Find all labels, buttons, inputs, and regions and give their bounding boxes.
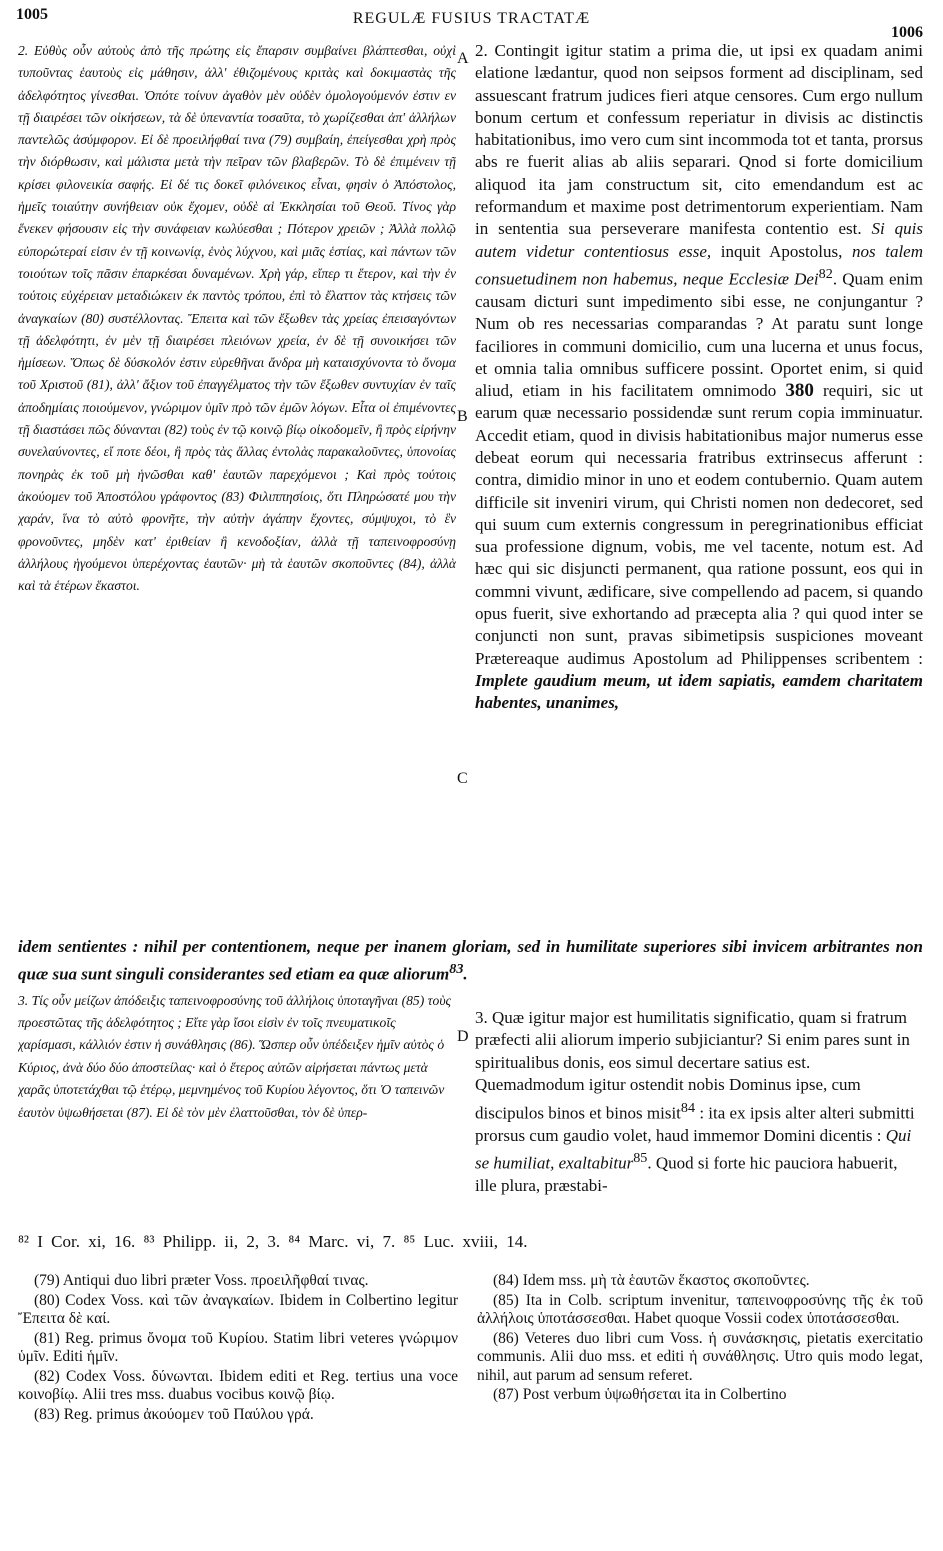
edition-page-number: 380 — [785, 380, 814, 402]
footnote-83: (83) Reg. primus ἀκούομεν τοῦ Παύλου γρά. — [34, 1405, 314, 1423]
greek-paragraph-3: 3. Τίς οὖν μείζων ἀπόδειξις ταπεινοφροσύνης τοῦ ἀλλήλοις ὑποταγῆναι (85) τοὺς προεστῶτας τῆς ἀδελφότητος ; Εἴτε γὰρ ἴσοι εἰσὶν ἐν τοῖς πνευματικοῖς χαρίσμασι, κάλλιόν ἐστιν ἡ συνάθλησις (86). Ὥσπερ οὖν ὑπέδειξεν ἡμῖν αὐτὸς ὁ Κύριος, ἀνὰ δύο δύο ἀποστείλας· καὶ ὁ ἕτερος αὐτῶν αἱρήσεται πάντως μετὰ χαρᾶς ὑποτετάχθαι τῷ ἑτέρῳ, μεμνημένος τοῦ Κυρίου λέγοντος, ὅτι Ὁ ταπεινῶν ἑαυτὸν ὑψωθήσεται (87). Εἰ δὲ τὸν μὲν ἐλαττοῦσθαι, τὸν δὲ ὑπερ- — [18, 992, 452, 1120]
footnote-84: (84) Idem mss. μὴ τὰ ἑαυτῶν ἕκαστος σκοποῦντες. — [493, 1272, 810, 1289]
greek-column-top — [18, 40, 456, 930]
latin-column-top — [475, 40, 923, 935]
latin-quote-4: Qui se humiliat, exaltabitur — [475, 1125, 912, 1173]
page-number-right: 1006 — [891, 24, 923, 41]
footnote-ref-84: 84 — [680, 1099, 696, 1116]
latin-quote-1: Si quis autem videtur contentiosus esse, — [475, 219, 923, 261]
footnote-ref-82: 82 — [818, 265, 833, 282]
footnote-87: (87) Post verbum ὑψωθήσεται ita in Colbertino — [493, 1386, 787, 1403]
footnote-80: (80) Codex Voss. καὶ τῶν ἀναγκαίων. Ibidem in Colbertino legitur Ἔπειτα δὲ καί. — [18, 1291, 458, 1327]
margin-letter-c: C — [457, 770, 468, 787]
footnote-81: (81) Reg. primus ὄνομα τοῦ Κυρίου. Statim libri veteres γνώριμον ὑμῖν. Editi ἡμῖν. — [18, 1329, 458, 1365]
footnote-85: (85) Ita in Colb. scriptum invenitur, ταπεινοφροσύνης τῆς ἐκ τοῦ ἀλλήλοις ὑποτάσσεσθαι. Habet quoque Vossii codex ὑποτάσσεσθαι. — [477, 1291, 923, 1327]
margin-letter-a: A — [457, 50, 469, 67]
footnote-ref-85: 85 — [633, 1150, 648, 1167]
footnote-ref-83: 83 — [449, 961, 464, 977]
footnotes-left — [18, 1272, 458, 1425]
running-title: REGULÆ FUSIUS TRACTATÆ — [352, 10, 591, 27]
latin-quote-2: nos talem consuetudinem non habemus, neque Ecclesiæ Dei — [475, 241, 923, 289]
greek-paragraph-2: 2. Εὐθὺς οὖν αὐτοὺς ἀπὸ τῆς πρώτης εἰς ἔπαρσιν συμβαίνει βλάπτεσθαι, οὐχὶ τυποῦντας ἑαυτοὺς εἰς μάθησιν, ἀλλ' ἐθιζομένους κριτὰς καὶ δοκιμαστὰς τῆς ἀδελφότητος γίνεσθαι. Ὁπότε τοίνυν ἀγαθὸν μὲν οὐδὲν ὁμολογούμενόν ἐστιν εν τῇ διαιρέσει τῶν οἰκήσεων, τὰ δὲ ὑπεναντία τοσαῦτα, τὸ χωρίζεσθαι ἀπ' ἀλλήλων παντελῶς ἀσύμφορον. Εἰ δὲ προειλήφθαί τινα (79) συμβαίη, ἐπείγεσθαι χρὴ πρὸς τὴν διόρθωσιν, καὶ μάλιστα μετὰ τὴν πεῖραν τῶν βλαβερῶν. Τὸ δὲ ἐπιμένειν τῇ κρίσει φιλονεικία σαφής. Εἰ δέ τις δοκεῖ φιλόνεικος εἶναι, φησὶν ὁ Ἀπόστολος, ἡμεῖς τοιαύτην συνήθειαν οὐκ ἔχομεν, οὐδὲ αἱ Ἐκκλησίαι τοῦ Θεοῦ. Τίνος γὰρ ἕνεκεν φήσουσιν εἰς τὴν συνάφειαν κωλύεσθαι ; Πότερον χρειῶν ; Ἀλλὰ πολλῷ εὐπορώτεραί εἰσιν ἐν τῇ κοινωνίᾳ, ἑνὸς λύχνου, καὶ μιᾶς ἑστίας, καὶ πάντων τῶν τοιούτων τοῖς πᾶσιν ἐπαρκέσαι δυναμένων. Χρὴ γάρ, εἴπερ τι ἕτερον, καὶ τὴν ἐν τούτοις εὐχέρειαν μεταδιώκειν ἐκ παντὸς τρόπου, ἐπὶ τὸ ἔλαττον τὰς κτήσεις τῶν ἀναγκαίων (80) συστέλλοντας. Ἔπειτα καὶ τῶν ἔξωθεν τὰς χρείας ἐπεισαγόντων τῇ ἀδελφότητι, ἐν μὲν τῇ διαιρέσει πλειόνων χρεία, ἐν δὲ τῇ συνοικήσει τῶν ἡμίσεων. Ὅπως δὲ δύσκολόν ἐστιν εὑρεθῆναι ἄνδρα μὴ καταισχύνοντα τὸ ὄνομα τοῦ Χριστοῦ (81), ἀλλ' ἄξιον τοῦ ἐπαγγέλματος τὴν τῶν ἔξωθεν συντυχίαν ἐν ταῖς ἀποδημίαις ποιούμενον, γνώριμον ὑμῖν πρὸ τῶν ἐμῶν λόγων. Εἶτα οἱ ἐπιμένοντες τῇ διαστάσει πῶς δύνανται (82) τοὺς ἐν τῷ κοινῷ βίῳ οἰκοδομεῖν, ἢ πρὸς εἰρήνην συνελαύνοντες, εἴ ποτε δέοι, ἢ πρὸς τὰς ἄλλας ἐντολὰς παρακαλοῦντες, ὑπονοίας πονηρὰς ἐκ τοῦ μὴ ἡνῶσθαι καθ' ἑαυτῶν παρεχόμενοι ; Καὶ πρὸς τούτοις ἀκούομεν τοῦ Ἀποστόλου γράφοντος (83) Φιλιππησίοις, ὅτι Πληρώσατέ μου τὴν χαράν, ἵνα τὸ αὐτὸ φρονῆτε, τὴν αὐτὴν ἀγάπην ἔχοντες, σύμψυχοι, τὸ ἓν φρονοῦντες, μηδὲν κατ' ἐριθείαν ἢ κενοδοξίαν, ἀλλὰ τῇ ταπεινοφροσύνῃ ἀλλήλους ἡγούμενοι ὑπερέχοντας ἑαυτῶν· μὴ τὰ ἑαυτῶν σκοποῦντες (84), ἀλλὰ καὶ τὰ ἑτέρων ἕκαστοι. — [18, 43, 456, 594]
footnote-86: (86) Veteres duo libri cum Voss. ἡ συνάσκησις, pietatis exercitatio communis. Alii duo mss. et editi ἡ συνάθλησις. Utro quis modo legat, nihil, aut parum ad sensum referet. — [477, 1329, 923, 1384]
fullwidth-quote-line: idem sentientes : nihil per contentionem, neque per inanem gloriam, sed in humilitate superiores sibi invicem arbitrantes non quæ sua sunt singuli considerantes sed etiam ea quæ aliorum$^{83}$. — [18, 937, 923, 984]
latin-quote-3: Implete gaudium meum, ut idem sapiatis, eamdem charitatem habentes, unanimes, — [475, 670, 923, 713]
greek-column-bottom — [18, 976, 456, 1224]
page-number-left: 1005 — [16, 6, 48, 23]
margin-letter-d: D — [457, 1028, 469, 1045]
footnote-82: (82) Codex Voss. δύνωνται. Ibidem editi et Reg. tertius una voce κοινοβίῳ. Alii tres mss. duabus vocibus κοινῷ βίῳ. — [18, 1367, 458, 1403]
latin-paragraph-3: 3. Quæ igitur major est humilitatis significatio, quam si fratrum præfecti alii aliorum imperio subjiciantur? Si enim pares sunt in spiritualibus donis, eos simul decertare satius est. Quemadmodum igitur ostendit nobis Dominus ipse, cum discipulos binos et binos misit$^{84}$ : ita ex ipsis alter alteri submitti prorsus cum gaudio volet, haud immemor Domini dicentis : Qui se humiliat, exaltabitur$^{85}$. Quod si forte hic pauciora habuerit, ille plura, præstabi- — [475, 1008, 915, 1196]
footnotes-right — [477, 1272, 923, 1406]
running-header — [0, 6, 943, 41]
latin-column-bottom — [475, 990, 923, 1220]
latin-paragraph-2: 2. Contingit igitur statim a prima die, ut ipsi ex quadam animi elatione lædantur, quod non seipsos forment ad disciplinam, sed assuescant fratrum judices fieri atque censores. Cum ergo nullum bonum certum et confessum reperiatur in divisis ac distinctis habitationibus, imo vero cum sint incommoda tot et tanta, prorsus abs re fuerit alias ab aliis separari. Qnod si forte domicilium aliquod ita jam constructum sit, cito emendandum est ac reformandum et maxime post detrimentorum experientiam. Nam in sententia sua perseverare manifesta contentio est. Si quis autem videtur contentiosus esse, inquit Apostolus, nos talem consuetudinem non habemus, neque Ecclesiæ Dei$^{82}$. Quam enim causam dicturi sunt impedimento sibi esse, ne conjungantur ? Num ob res necessarias comparandas ? At paratu sunt longe faciliores in communi domicilio, cum una lucerna et unus focus, et omnia talia omnibus sufficere possint. Oportet enim, si quid aliud, etiam in his facilitatem omnimodo 380 requiri, sic ut earum quæ necessario possidendæ sunt rerum copia imminuatur. Accedit etiam, quod in divisis habitationibus major numerus esse debeat eorum qui necessaria fratribus extrinsecus afferunt : contra, dimidio minor in uno et eodem contubernio. Quam autem difficile sit inveniri virum, qui Christi nomen non dedecoret, sed qui suum cum externis congressum in peregrinationibus efficiat sua professione dignum, vobis, me vel tacente, notum est. Ad hæc qui sic disjuncti permanent, qua ratione possunt, eos qui in commni vivunt, ædificare, sive compellendo ad pacem, si quando opus fuerit, sive exhortando ad præcepta alia ? qui quod inter se conjuncti non sunt, pravas sibimetipsis suspiciones moveant Prætereaque audimus Apostolum ad Philippenses scribentem : Implete gaudium meum, ut idem sapiatis, eamdem charitatem habentes, unanimes, — [475, 41, 923, 713]
footnote-79: (79) Antiqui duo libri præter Voss. προειλῆφθαί τινας. — [34, 1272, 369, 1289]
scripture-references: ⁸² I Cor. xi, 16. ⁸³ Philipp. ii, 2, 3. ⁸⁴ Marc. vi, 7. ⁸⁵ Luc. xviii, 14. — [18, 1232, 528, 1251]
margin-letter-b: B — [457, 408, 468, 425]
